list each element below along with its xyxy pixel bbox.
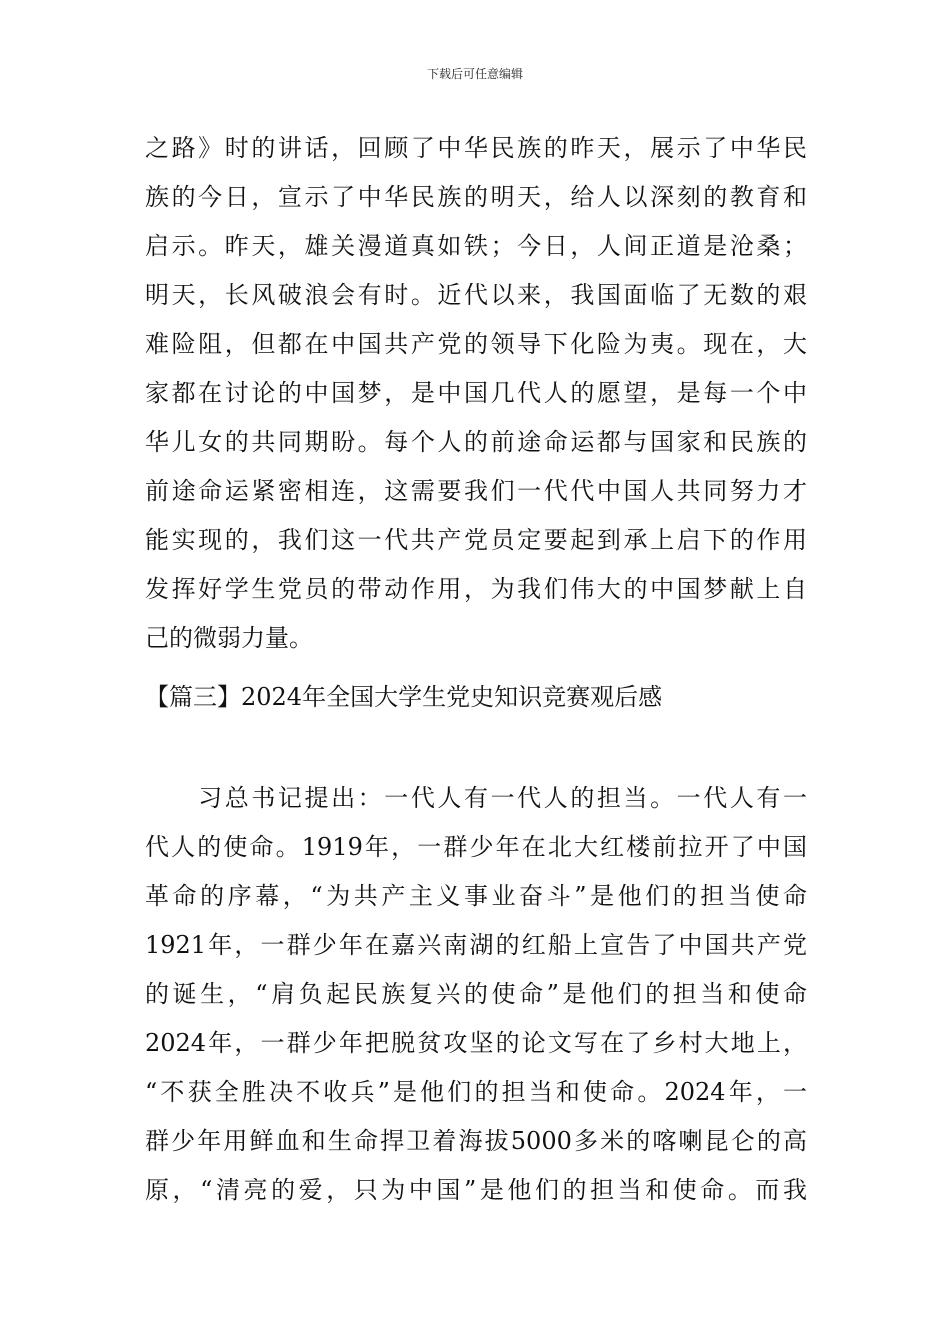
paragraph-line: 华儿女的共同期盼。每个人的前途命运都与国家和民族的 (145, 428, 807, 456)
section-heading: 【篇三】2024年全国大学生党史知识竞赛观后感 (145, 683, 663, 711)
paragraph-line: 代人的使命。1919年，一群少年在北大红楼前拉开了中国 (145, 833, 807, 861)
paragraph-line: 明天，长风破浪会有时。近代以来，我国面临了无数的艰 (145, 281, 807, 309)
paragraph-line: 原，“清亮的爱，只为中国”是他们的担当和使命。而我 (145, 1176, 807, 1204)
paragraph-line: 家都在讨论的中国梦，是中国几代人的愿望，是每一个中 (145, 379, 807, 407)
paragraph-line: 族的今日，宣示了中华民族的明天，给人以深刻的教育和 (145, 183, 807, 211)
paragraph-line: 前途命运紧密相连，这需要我们一代代中国人共同努力才 (145, 477, 807, 505)
paragraph-line: 难险阻，但都在中国共产党的领导下化险为夷。现在，大 (145, 330, 807, 358)
paragraph-line: 的诞生，“肩负起民族复兴的使命”是他们的担当和使命 (145, 980, 807, 1008)
paragraph-line: 能实现的，我们这一代共产党员定要起到承上启下的作用 (145, 526, 807, 554)
page-header-note: 下载后可任意编辑 (426, 67, 523, 81)
paragraph-line: 2024年，一群少年把脱贫攻坚的论文写在了乡村大地上， (145, 1029, 807, 1057)
paragraph-line: 己的微弱力量。 (145, 624, 313, 652)
paragraph-line: 1921年，一群少年在嘉兴南湖的红船上宣告了中国共产党 (145, 931, 807, 959)
paragraph-line: 习总书记提出：一代人有一代人的担当。一代人有一 (145, 784, 807, 812)
paragraph-line: 群少年用鲜血和生命捍卫着海拔5000多米的喀喇昆仑的高 (145, 1127, 807, 1155)
paragraph-line: 革命的序幕，“为共产主义事业奋斗”是他们的担当使命 (145, 882, 807, 910)
paragraph-line: “不获全胜决不收兵”是他们的担当和使命。2024年，一 (145, 1078, 807, 1106)
paragraph-line: 发挥好学生党员的带动作用，为我们伟大的中国梦献上自 (145, 575, 807, 603)
paragraph-line: 启示。昨天，雄关漫道真如铁；今日，人间正道是沧桑； (145, 232, 807, 260)
paragraph-line: 之路》时的讲话，回顾了中华民族的昨天，展示了中华民 (145, 134, 807, 162)
